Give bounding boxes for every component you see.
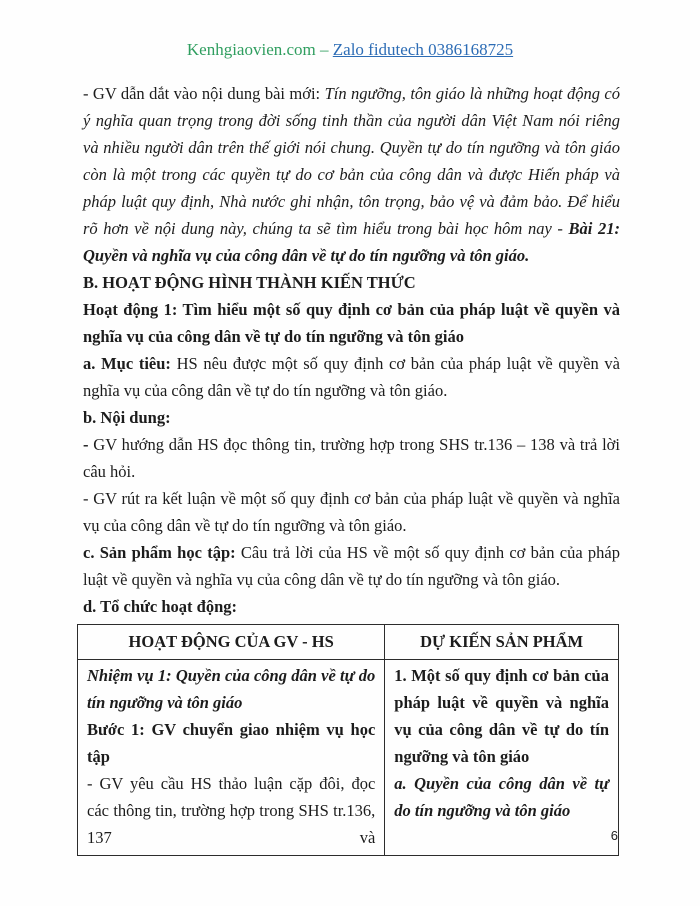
table-header-row (78, 625, 619, 660)
header-separator: – (315, 40, 333, 59)
table-body-row (78, 660, 619, 856)
expected-product-1a: a. Quyền của công dân về tự do tín ngưỡng và tôn giáo (394, 774, 609, 820)
muc-tieu-paragraph: a. Mục tiêu: HS nêu được một số quy định cơ bản của pháp luật về quyền và nghĩa vụ của công dân về tự do tín ngưỡng và tôn giáo. (83, 354, 620, 400)
intro-paragraph: - GV dẫn dắt vào nội dung bài mới: Tín ngưỡng, tôn giáo là những hoạt động có ý nghĩa quan trọng trong đời sống tinh thần của người dân Việt Nam nói riêng và nhiều người dân trên thế giới nói chung. Quyền tự do tín ngưỡng và tôn giáo còn là một trong các quyền tự do cơ bản của công dân và được Hiến pháp và pháp luật quy định, Nhà nước ghi nhận, tôn trọng, bảo vệ và đảm bảo. Để hiểu rõ hơn về nội dung này, chúng ta sẽ tìm hiểu trong bài học hôm nay - Bài 21: Quyền và nghĩa vụ của công dân về tự do tín ngưỡng và tôn giáo. (83, 84, 620, 265)
table-header-du-kien: DỰ KIẾN SẢN PHẨM (385, 625, 619, 660)
expected-product-1: 1. Một số quy định cơ bản của pháp luật về quyền và nghĩa vụ của công dân về tự do tín ngưỡng và tôn giáo (394, 666, 609, 766)
page-number: 6 (610, 828, 618, 843)
to-chuc-heading: d. Tổ chức hoạt động: (83, 597, 238, 616)
activity-1-heading: Hoạt động 1: Tìm hiểu một số quy định cơ bản của pháp luật về quyền và nghĩa vụ của công dân về tự do tín ngưỡng và tôn giáo (83, 300, 620, 346)
document-body (83, 80, 620, 856)
noi-dung-heading: b. Nội dung: (83, 408, 171, 427)
site-header (0, 40, 700, 60)
table-header-gv-hs: HOẠT ĐỘNG CỦA GV - HS (78, 625, 385, 660)
gv-instruction-paragraph: - GV yêu cầu HS thảo luận cặp đôi, đọc các thông tin, trường hợp trong SHS tr.136, 137 và (87, 774, 376, 847)
zalo-contact-link[interactable]: Zalo fidutech 0386168725 (332, 40, 514, 59)
section-b-heading: B. HOẠT ĐỘNG HÌNH THÀNH KIẾN THỨC (83, 273, 416, 292)
noi-dung-item-2: - GV rút ra kết luận về một số quy định cơ bản của pháp luật về quyền và nghĩa vụ của công dân về tự do tín ngưỡng và tôn giáo. (83, 489, 620, 535)
buoc-1-heading: Bước 1: GV chuyển giao nhiệm vụ học tập (87, 720, 376, 766)
san-pham-paragraph: c. Sản phẩm học tập: Câu trả lời của HS về một số quy định cơ bản của pháp luật về quyền và nghĩa vụ của công dân về tự do tín ngưỡng và tôn giáo. (83, 543, 620, 589)
cell-expected-products (385, 660, 619, 856)
site-name: Kenhgiaovien.com (186, 40, 316, 59)
nhiem-vu-1-heading: Nhiệm vụ 1: Quyền của công dân về tự do tín ngưỡng và tôn giáo (87, 666, 376, 712)
noi-dung-item-1: - GV hướng dẫn HS đọc thông tin, trường hợp trong SHS tr.136 – 138 và trả lời câu hỏi. (83, 435, 620, 481)
activity-table (77, 624, 619, 856)
cell-gv-hs-activities (78, 660, 385, 856)
